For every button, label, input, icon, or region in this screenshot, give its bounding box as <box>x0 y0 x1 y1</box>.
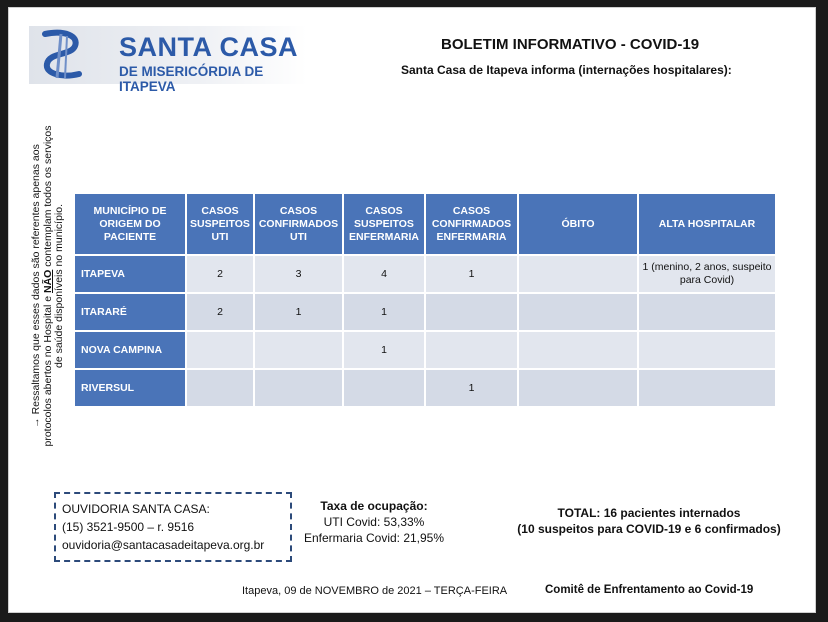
side-note <box>31 121 66 451</box>
table-header-row <box>75 194 775 254</box>
table-cell: ITAPEVA <box>75 256 185 292</box>
table-cell <box>519 332 637 368</box>
table-cell <box>426 294 517 330</box>
table-cell: 1 <box>344 294 424 330</box>
table-cell: 2 <box>187 256 253 292</box>
table-cell: RIVERSUL <box>75 370 185 406</box>
table-cell <box>187 332 253 368</box>
occupancy-uti: UTI Covid: 53,33% <box>323 515 425 529</box>
col-municipio: MUNICÍPIO DE ORIGEM DO PACIENTE <box>75 194 185 254</box>
table-cell: 1 (menino, 2 anos, suspeito para Covid) <box>639 256 775 292</box>
table-cell: 4 <box>344 256 424 292</box>
total-line: TOTAL: 16 pacientes internados <box>557 506 741 520</box>
table-cell <box>519 370 637 406</box>
table-row <box>75 370 775 406</box>
table-cell <box>187 370 253 406</box>
occupancy-rate <box>299 498 449 546</box>
col-obito: ÓBITO <box>519 194 637 254</box>
ouvidoria-email: ouvidoria@santacasadeitapeva.org.br <box>62 538 265 552</box>
total-summary <box>504 505 794 537</box>
col-confirmados-uti: CASOS CONFIRMADOS UTI <box>255 194 342 254</box>
col-suspeitos-uti: CASOS SUSPEITOS UTI <box>187 194 253 254</box>
table-cell: 1 <box>344 332 424 368</box>
occupancy-enfermaria: Enfermaria Covid: 21,95% <box>303 531 445 545</box>
table-cell <box>519 256 637 292</box>
bulletin-sheet <box>8 7 816 613</box>
footer-committee: Comitê de Enfrentamento ao Covid-19 <box>545 584 754 596</box>
table-cell <box>639 370 775 406</box>
bulletin-title: BOLETIM INFORMATIVO - COVID-19 <box>441 36 700 53</box>
table-cell: 1 <box>426 256 517 292</box>
col-alta-hospitalar: ALTA HOSPITALAR <box>639 194 775 254</box>
table-cell: ITARARÉ <box>75 294 185 330</box>
santa-casa-emblem-icon <box>35 28 87 82</box>
table-cell <box>639 332 775 368</box>
table-cell <box>639 294 775 330</box>
table-cell <box>519 294 637 330</box>
table-cell <box>255 332 342 368</box>
ouvidoria-title: OUVIDORIA SANTA CASA: <box>62 502 210 516</box>
col-suspeitos-enfermaria: CASOS SUSPEITOS ENFERMARIA <box>344 194 424 254</box>
side-note-emphasis: NÃO <box>41 269 54 293</box>
table-cell: 1 <box>426 370 517 406</box>
ouvidoria-phone: (15) 3521-9500 – r. 9516 <box>62 520 195 534</box>
santa-casa-logo <box>29 26 307 94</box>
occupancy-title: Taxa de ocupação: <box>320 499 428 513</box>
logo-subtitle: DE MISERICÓRDIA DE ITAPEVA <box>119 64 264 94</box>
table-cell <box>344 370 424 406</box>
footer-date: Itapeva, 09 de NOVEMBRO de 2021 – TERÇA-FEIRA <box>242 585 508 597</box>
table-row <box>75 294 775 330</box>
ouvidoria-box <box>54 492 292 562</box>
table-cell: 2 <box>187 294 253 330</box>
side-note-suffix: contemplam todos os serviços de saúde disponíveis no município. <box>41 125 65 369</box>
col-confirmados-enfermaria: CASOS CONFIRMADOS ENFERMARIA <box>426 194 517 254</box>
table-cell: NOVA CAMPINA <box>75 332 185 368</box>
hospitalizations-table <box>73 192 777 408</box>
table-cell <box>255 370 342 406</box>
table-cell <box>426 332 517 368</box>
side-note-prefix: → Ressaltamos que esses dados são referentes apenas aos protocolos abertos no Hospital e <box>30 144 54 447</box>
table-cell: 1 <box>255 294 342 330</box>
table-row <box>75 332 775 368</box>
total-breakdown: (10 suspeitos para COVID-19 e 6 confirmados) <box>517 522 781 536</box>
table-row <box>75 256 775 292</box>
table-cell: 3 <box>255 256 342 292</box>
logo-title: SANTA CASA <box>119 32 298 62</box>
bulletin-subtitle: Santa Casa de Itapeva informa (internações hospitalares): <box>401 63 732 77</box>
